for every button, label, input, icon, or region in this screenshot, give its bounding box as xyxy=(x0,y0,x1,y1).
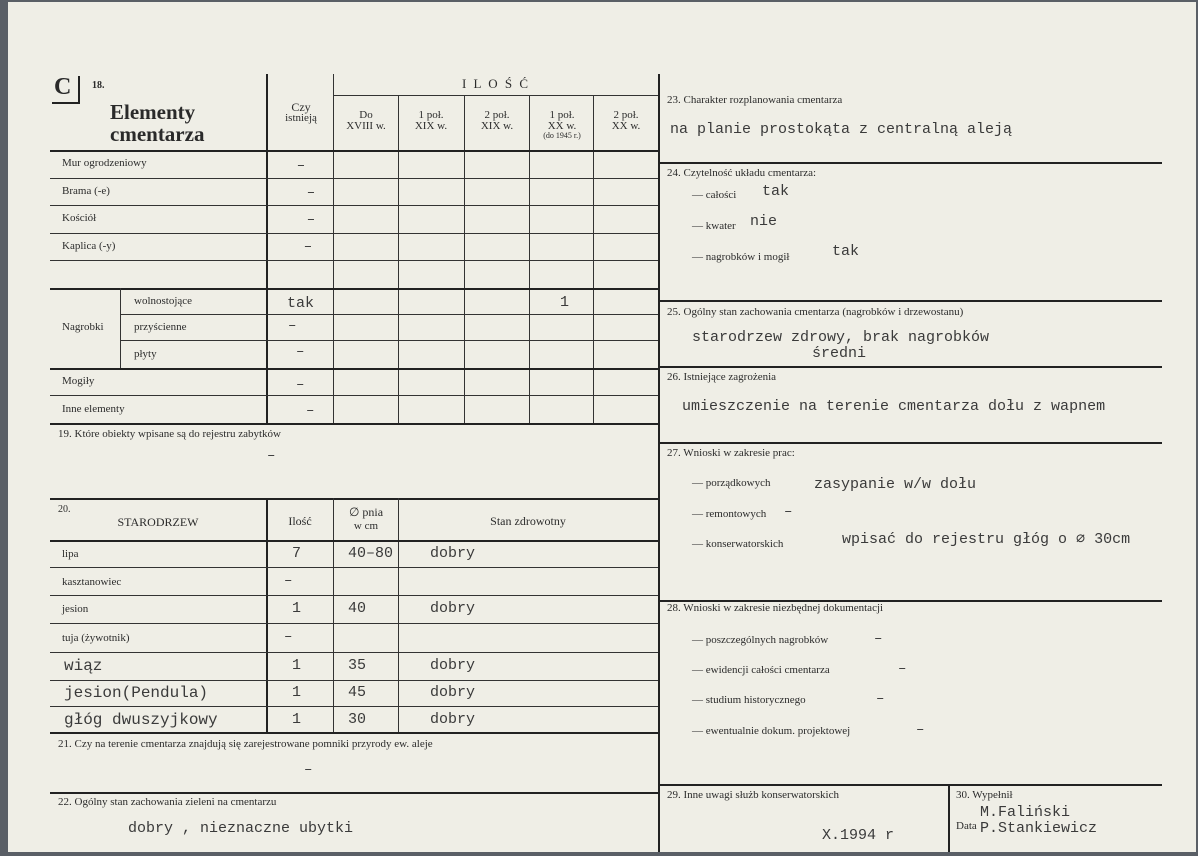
q27-label: 27. Wnioski w zakresie prac: xyxy=(667,447,795,459)
q20-title: STARODRZEW xyxy=(117,515,199,529)
row-kosciol-exists: – xyxy=(306,212,316,228)
period-2-l2: XIX w. xyxy=(414,120,448,132)
q28-item-value: – xyxy=(898,661,907,677)
row-przyscienne-label: przyścienne xyxy=(134,321,187,333)
elements-title-line1: Elementy xyxy=(110,100,196,124)
row-inne-exists: – xyxy=(306,403,315,419)
q21-value: – xyxy=(304,762,313,778)
q25-line1: starodrzew zdrowy, brak nagrobków xyxy=(692,329,990,346)
period-5-l2: XX w. xyxy=(611,120,641,132)
q30-label: 30. Wypełnił xyxy=(956,789,1013,801)
form-card xyxy=(8,2,1196,852)
tree-name: głóg dwuszyjkowy xyxy=(64,711,218,729)
q27-porzadkowych-value: zasypanie w/w dołu xyxy=(814,476,977,493)
q28-item-label: — ewentualnie dokum. projektowej xyxy=(692,725,851,737)
row-przyscienne-exists: – xyxy=(288,318,297,334)
q25-line2: średni xyxy=(812,345,867,362)
tree-count: – xyxy=(284,629,293,645)
tree-diameter: 30 xyxy=(348,711,367,728)
row-brama-label: Brama (-e) xyxy=(62,185,110,197)
q24-label: 24. Czytelność układu cmentarza: xyxy=(667,167,817,179)
q26-label: 26. Istniejące zagrożenia xyxy=(667,371,777,383)
elements-title-line2: cmentarza xyxy=(110,122,205,146)
tree-count: 1 xyxy=(292,684,302,701)
q27-konserwatorskich-label: — konserwatorskich xyxy=(692,538,784,550)
section-letter: C xyxy=(54,74,72,100)
q24-calosci-label: — całości xyxy=(692,189,737,201)
tree-count: 1 xyxy=(292,600,302,617)
tree-diameter: 45 xyxy=(348,684,367,701)
row-wolnostojace-exists: tak xyxy=(287,295,315,312)
q24-nagrobkow-label: — nagrobków i mogił xyxy=(692,251,790,263)
q20-col-diameter-l2: w cm xyxy=(353,520,379,532)
q27-remontowych-label: — remontowych xyxy=(692,508,767,520)
q20-col-diameter-l1: ∅ pnia xyxy=(348,505,384,519)
q27-remontowych-value: – xyxy=(784,504,793,520)
row-mur-exists: – xyxy=(296,158,306,174)
q27-porzadkowych-label: — porządkowych xyxy=(692,477,771,489)
row-kaplica-exists: – xyxy=(303,239,313,255)
q23-label: 23. Charakter rozplanowania cmentarza xyxy=(667,94,843,106)
q25-label: 25. Ogólny stan zachowania cmentarza (nagrobków i drzewostanu) xyxy=(667,306,964,318)
q20-number: 20. xyxy=(58,504,71,515)
row-kaplica-label: Kaplica (-y) xyxy=(62,240,116,252)
row-plyty-exists: – xyxy=(296,344,305,360)
q28-item-value: – xyxy=(876,691,885,707)
col-exists-l1: Czy xyxy=(291,100,311,114)
period-2-l1: 1 poł. xyxy=(418,109,444,121)
row-nagrobki-label: Nagrobki xyxy=(62,321,104,333)
tree-name: jesion(Pendula) xyxy=(64,684,209,702)
ilosc-header: I L O Ś Ć xyxy=(461,76,531,91)
tree-count: – xyxy=(284,573,293,589)
q26-value: umieszczenie na terenie cmentarza dołu z wapnem xyxy=(682,398,1106,415)
period-3-l2: XIX w. xyxy=(480,120,514,132)
q24-kwater-label: — kwater xyxy=(692,220,736,232)
q22-label: 22. Ogólny stan zachowania zieleni na cmentarzu xyxy=(58,796,277,808)
q20-col-health: Stan zdrowotny xyxy=(490,514,566,528)
tree-diameter: 40 xyxy=(348,600,367,617)
tree-health: dobry xyxy=(430,657,476,674)
q24-nagrobkow-value: tak xyxy=(832,243,860,260)
q30-name2: P.Stankiewicz xyxy=(980,820,1098,837)
tree-health: dobry xyxy=(430,600,476,617)
period-4-l2: XX w. xyxy=(547,120,577,132)
q28-item-label: — poszczególnych nagrobków xyxy=(692,634,829,646)
tree-count: 1 xyxy=(292,657,302,674)
q19-value: – xyxy=(267,448,276,464)
q19-label: 19. Które obiekty wpisane są do rejestru zabytków xyxy=(58,428,281,440)
tree-name: jesion xyxy=(62,603,89,615)
tree-diameter: 35 xyxy=(348,657,367,674)
period-3-l1: 2 poł. xyxy=(484,109,510,121)
row-mogily-exists: – xyxy=(296,377,305,393)
tree-count: 1 xyxy=(292,711,302,728)
tree-name: kasztanowiec xyxy=(62,576,122,588)
q30-name1: M.Faliński xyxy=(980,804,1071,821)
tree-diameter: 40–80 xyxy=(348,545,394,562)
q29-label: 29. Inne uwagi służb konserwatorskich xyxy=(667,789,839,801)
row-wolnostojace-label: wolnostojące xyxy=(134,295,193,307)
section-number: 18. xyxy=(92,80,105,91)
period-4-l3: (do 1945 r.) xyxy=(543,131,581,140)
q23-value: na planie prostokąta z centralną aleją xyxy=(670,121,1013,138)
q24-kwater-value: nie xyxy=(750,213,778,230)
q28-item-value: – xyxy=(916,722,925,738)
row-kosciol-label: Kościół xyxy=(62,212,97,224)
period-4-l1: 1 poł. xyxy=(549,109,575,121)
period-1-l1: Do xyxy=(359,109,373,121)
period-5-l1: 2 poł. xyxy=(613,109,639,121)
row-mur-label: Mur ogrodzeniowy xyxy=(62,157,147,169)
row-inne-label: Inne elementy xyxy=(62,403,125,415)
q30-data-label: Data xyxy=(956,820,977,832)
q24-calosci-value: tak xyxy=(762,183,790,200)
q28-item-label: — ewidencji całości cmentarza xyxy=(692,664,830,676)
row-plyty-label: płyty xyxy=(134,348,157,360)
q28-item-value: – xyxy=(874,631,883,647)
q22-value: dobry , nieznaczne ubytki xyxy=(128,820,354,837)
tree-health: dobry xyxy=(430,711,476,728)
period-1-l2: XVIII w. xyxy=(346,120,386,132)
row-mogily-label: Mogiły xyxy=(62,375,95,387)
tree-name: tuja (żywotnik) xyxy=(62,632,130,644)
tree-health: dobry xyxy=(430,545,476,562)
tree-health: dobry xyxy=(430,684,476,701)
q28-label: 28. Wnioski w zakresie niezbędnej dokumentacji xyxy=(667,602,884,614)
q28-item-label: — studium historycznego xyxy=(692,694,806,706)
q21-label: 21. Czy na terenie cmentarza znajdują się zarejestrowane pomniki przyrody ew. aleje xyxy=(58,738,433,750)
q20-col-count: Ilość xyxy=(288,514,312,528)
tree-name: wiąz xyxy=(64,657,103,675)
row-brama-exists: – xyxy=(306,185,316,201)
q27-konserwatorskich-value: wpisać do rejestru głóg o ∅ 30cm xyxy=(842,531,1131,548)
q29-date: X.1994 r xyxy=(822,827,895,844)
tree-name: lipa xyxy=(62,548,79,560)
tree-count: 7 xyxy=(292,545,302,562)
row-wolnostojace-count: 1 xyxy=(560,294,570,311)
col-exists-l2: istnieją xyxy=(285,112,317,124)
